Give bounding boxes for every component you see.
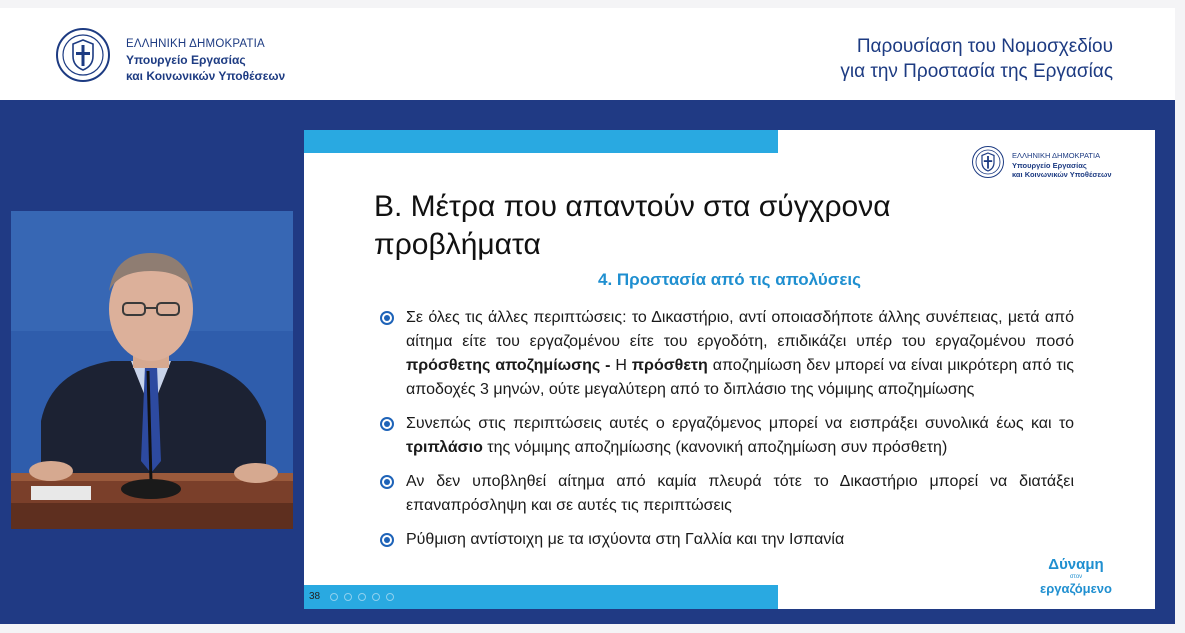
slide-top-accent-bar [304, 130, 778, 153]
bullet-item: Ρύθμιση αντίστοιχη με τα ισχύοντα στη Γαλλία και την Ισπανία [380, 528, 1074, 552]
slide-org-line-2: Υπουργείο Εργασίας [1012, 160, 1087, 170]
slide-prev-control-icon[interactable] [330, 593, 338, 601]
slide-page-number: 38 [309, 591, 321, 602]
presentation-header [0, 8, 1175, 101]
slide-org-line-3: και Κοινωνικών Υποθέσεων [1012, 170, 1112, 179]
speaker-video [11, 211, 293, 529]
presentation-slide [304, 130, 1155, 609]
campaign-logo [1026, 556, 1126, 596]
slide-ministry-name [1012, 151, 1112, 180]
bullet-item: Αν δεν υποβληθεί αίτημα από καμία πλευρά τότε το Δικαστήριο μπορεί να διατάξει επαναπρόσληψη και σε αυτές τις περιπτώσεις [380, 470, 1074, 518]
slide-title [374, 188, 1054, 264]
slide-title-line-2: προβλήματα [374, 228, 541, 261]
bullet-item: Σε όλες τις άλλες περιπτώσεις: το Δικαστήριο, αντί οποιασδήποτε άλλης συνέπειας, μετά από αίτημα είτε του εργαζομένου είτε του εργοδότη, επιδικάζει υπέρ του εργαζομένου ποσό πρόσθετης αποζημίωσης - Η πρόσθετη αποζημίωση δεν μπορεί να είναι μικρότερη από τις αποδοχές 3 μηνών, ούτε μεγαλύτερη από το διπλάσιο της νόμιμης αποζημίωσης [380, 306, 1074, 402]
radio-bullet-icon [380, 533, 394, 547]
brand-line-1: Δύναμη [1048, 556, 1104, 573]
brand-line-3: εργαζόμενο [1040, 581, 1112, 596]
slide-menu-control-icon[interactable] [372, 593, 380, 601]
org-line-3: και Κοινωνικών Υποθέσεων [126, 69, 286, 83]
coat-of-arms-icon [56, 28, 110, 82]
radio-bullet-icon [380, 475, 394, 489]
radio-bullet-icon [380, 417, 394, 431]
presentation-title-line-2: για την Προστασία της Εργασίας [840, 61, 1113, 82]
slide-org-line-1: ΕΛΛΗΝΙΚΗ ΔΗΜΟΚΡΑΤΙΑ [1012, 151, 1101, 160]
slide-subtitle: 4. Προστασία από τις απολύσεις [598, 270, 861, 289]
slide-title-line-1: Β. Μέτρα που απαντούν στα σύγχρονα [374, 190, 891, 223]
org-line-2: Υπουργείο Εργασίας [126, 53, 246, 67]
bullet-list [380, 306, 1074, 562]
slide-zoom-control-icon[interactable] [358, 593, 366, 601]
slide-coat-of-arms-icon [972, 146, 1004, 178]
presentation-title [840, 34, 1113, 84]
org-line-1: ΕΛΛΗΝΙΚΗ ΔΗΜΟΚΡΑΤΙΑ [126, 38, 265, 50]
slide-next-control-icon[interactable] [386, 593, 394, 601]
radio-bullet-icon [380, 311, 394, 325]
bullet-item: Συνεπώς στις περιπτώσεις αυτές ο εργαζόμενος μπορεί να εισπράξει συνολικά έως και το τριπλάσιο της νόμιμης αποζημίωσης (κανονική αποζημίωση συν πρόσθετη) [380, 412, 1074, 460]
ministry-name [126, 36, 285, 84]
presentation-title-line-1: Παρουσίαση του Νομοσχεδίου [856, 36, 1113, 57]
brand-line-2: στον [1069, 574, 1083, 580]
slide-pen-control-icon[interactable] [344, 593, 352, 601]
